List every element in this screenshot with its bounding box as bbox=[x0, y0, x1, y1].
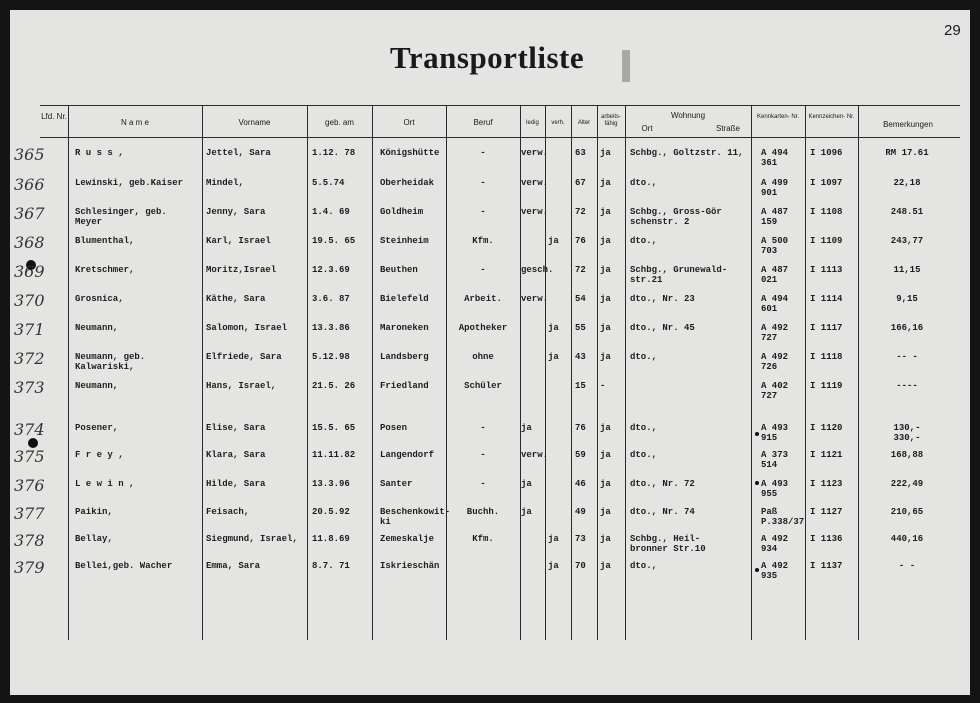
header-verh: verh. bbox=[551, 120, 565, 126]
ledig-cell: ja bbox=[521, 479, 532, 489]
verh-cell: ja bbox=[548, 561, 559, 571]
wohnung-cell: Schbg., Gross-Gör schenstr. 2 bbox=[630, 207, 722, 227]
page-number: 29 bbox=[944, 22, 961, 39]
kennkarten-nr-cell: A 492 726 bbox=[761, 352, 789, 372]
kennkarten-nr-cell: A 487 021 bbox=[761, 265, 789, 285]
bemerkungen-cell: -- - bbox=[896, 352, 918, 362]
arbeitsfaehig-cell: ja bbox=[600, 294, 611, 304]
row-number-handwritten: 373 bbox=[14, 378, 45, 397]
vorname-cell: Moritz,Israel bbox=[206, 265, 277, 275]
bemerkungen-cell: 210,65 bbox=[890, 507, 924, 517]
name-cell: Bellei,geb. Wacher bbox=[75, 561, 173, 571]
verh-cell: ja bbox=[548, 236, 559, 246]
ort-cell: Oberheidak bbox=[380, 178, 435, 188]
row-number-handwritten: 369 bbox=[14, 262, 45, 281]
header-lfd-nr: Lfd. Nr. bbox=[41, 112, 67, 121]
vorname-cell: Siegmund, Israel, bbox=[206, 534, 298, 544]
column-divider bbox=[446, 105, 447, 640]
column-divider bbox=[571, 105, 572, 640]
ledig-cell: verw. bbox=[521, 178, 549, 188]
header-wohnung-ort: Ort bbox=[641, 124, 653, 133]
table-top-rule bbox=[40, 105, 960, 106]
wohnung-cell: Schbg., Grunewald- str.21 bbox=[630, 265, 728, 285]
geb-am-cell: 21.5. 26 bbox=[312, 381, 356, 391]
kennkarten-nr-cell: A 499 901 bbox=[761, 178, 789, 198]
roman-numeral-mark bbox=[622, 50, 630, 82]
vorname-cell: Hilde, Sara bbox=[206, 479, 266, 489]
header-kennzeichen-nr: Kennzeichen- Nr. bbox=[808, 114, 855, 120]
geb-am-cell: 12.3.69 bbox=[312, 265, 350, 275]
geb-am-cell: 3.6. 87 bbox=[312, 294, 350, 304]
ort-cell: Iskrieschän bbox=[380, 561, 440, 571]
row-number-handwritten: 378 bbox=[14, 531, 45, 550]
arbeitsfaehig-cell: ja bbox=[600, 352, 611, 362]
wohnung-cell: dto., Nr. 23 bbox=[630, 294, 695, 304]
kennzeichen-nr-cell: I 1117 bbox=[810, 323, 843, 333]
ort-cell: Zemeskalje bbox=[380, 534, 435, 544]
geb-am-cell: 13.3.96 bbox=[312, 479, 350, 489]
geb-am-cell: 15.5. 65 bbox=[312, 423, 356, 433]
alter-cell: 43 bbox=[575, 352, 586, 362]
row-number-handwritten: 376 bbox=[14, 476, 45, 495]
arbeitsfaehig-cell: ja bbox=[600, 534, 611, 544]
column-divider bbox=[625, 105, 626, 640]
kennkarten-nr-cell: A 494 601 bbox=[761, 294, 789, 314]
bemerkungen-cell: 9,15 bbox=[896, 294, 918, 304]
bemerkungen-cell: - - bbox=[898, 561, 916, 571]
vorname-cell: Karl, Israel bbox=[206, 236, 271, 246]
kennzeichen-nr-cell: I 1121 bbox=[810, 450, 843, 460]
row-number-handwritten: 374 bbox=[14, 420, 45, 439]
arbeitsfaehig-cell: ja bbox=[600, 561, 611, 571]
beruf-cell: - bbox=[480, 450, 486, 460]
bemerkungen-cell: 11,15 bbox=[893, 265, 921, 275]
ledig-cell: ja bbox=[521, 507, 532, 517]
kennkarten-nr-cell: A 373 514 bbox=[761, 450, 789, 470]
name-cell: Neumann, geb. Kalwariski, bbox=[75, 352, 146, 372]
row-number-handwritten: 377 bbox=[14, 504, 45, 523]
arbeitsfaehig-cell: ja bbox=[600, 148, 611, 158]
name-cell: R u s s , bbox=[75, 148, 124, 158]
ort-cell: Landsberg bbox=[380, 352, 429, 362]
header-ledig: ledig bbox=[526, 120, 539, 126]
vorname-cell: Klara, Sara bbox=[206, 450, 266, 460]
name-cell: F r e y , bbox=[75, 450, 124, 460]
name-cell: Neumann, bbox=[75, 323, 119, 333]
geb-am-cell: 5.5.74 bbox=[312, 178, 345, 188]
ledig-cell: verw. bbox=[521, 294, 549, 304]
bemerkungen-cell: 243,77 bbox=[890, 236, 924, 246]
column-divider bbox=[372, 105, 373, 640]
ort-cell: Maroneken bbox=[380, 323, 429, 333]
arbeitsfaehig-cell: ja bbox=[600, 479, 611, 489]
geb-am-cell: 13.3.86 bbox=[312, 323, 350, 333]
document-title: Transportliste bbox=[390, 40, 585, 75]
name-cell: Bellay, bbox=[75, 534, 113, 544]
kennzeichen-nr-cell: I 1108 bbox=[810, 207, 843, 217]
geb-am-cell: 1.12. 78 bbox=[312, 148, 356, 158]
kennzeichen-nr-cell: I 1136 bbox=[810, 534, 843, 544]
name-cell: Posener, bbox=[75, 423, 119, 433]
beruf-cell: ohne bbox=[472, 352, 494, 362]
row-number-handwritten: 365 bbox=[14, 145, 45, 164]
alter-cell: 63 bbox=[575, 148, 586, 158]
kennkarten-nr-cell: A 494 361 bbox=[761, 148, 789, 168]
kennkarten-nr-cell: A 493 915 bbox=[761, 423, 789, 443]
beruf-cell: Schüler bbox=[464, 381, 502, 391]
alter-cell: 76 bbox=[575, 236, 586, 246]
alter-cell: 54 bbox=[575, 294, 586, 304]
kennkarten-nr-cell: Paß P.338/37 bbox=[761, 507, 805, 527]
geb-am-cell: 19.5. 65 bbox=[312, 236, 356, 246]
row-number-handwritten: 379 bbox=[14, 558, 45, 577]
bemerkungen-cell: 168,88 bbox=[890, 450, 924, 460]
ledig-cell: verw. bbox=[521, 148, 549, 158]
ort-cell: Langendorf bbox=[380, 450, 435, 460]
kennzeichen-nr-cell: I 1120 bbox=[810, 423, 843, 433]
alter-cell: 55 bbox=[575, 323, 586, 333]
arbeitsfaehig-cell: ja bbox=[600, 323, 611, 333]
alter-cell: 15 bbox=[575, 381, 586, 391]
ort-cell: Steinheim bbox=[380, 236, 429, 246]
verh-cell: ja bbox=[548, 534, 559, 544]
beruf-cell: - bbox=[480, 479, 486, 489]
kennkarten-nr-cell: A 493 955 bbox=[761, 479, 789, 499]
ort-cell: Goldheim bbox=[380, 207, 424, 217]
kennzeichen-nr-cell: I 1113 bbox=[810, 265, 843, 275]
wohnung-cell: dto., bbox=[630, 178, 658, 188]
arbeitsfaehig-cell: ja bbox=[600, 507, 611, 517]
wohnung-cell: dto., bbox=[630, 450, 658, 460]
arbeitsfaehig-cell: ja bbox=[600, 178, 611, 188]
wohnung-cell: Schbg., Goltzstr. 11, bbox=[630, 148, 744, 158]
beruf-cell: Kfm. bbox=[472, 534, 494, 544]
row-number-handwritten: 370 bbox=[14, 291, 45, 310]
wohnung-cell: dto., bbox=[630, 236, 658, 246]
kennkarten-nr-cell: A 492 934 bbox=[761, 534, 789, 554]
vorname-cell: Käthe, Sara bbox=[206, 294, 266, 304]
arbeitsfaehig-cell: ja bbox=[600, 236, 611, 246]
beruf-cell: - bbox=[480, 178, 486, 188]
beruf-cell: Arbeit. bbox=[464, 294, 502, 304]
bemerkungen-cell: 130,- 330,- bbox=[893, 423, 921, 443]
header-geb-am: geb. am bbox=[325, 118, 354, 127]
kennzeichen-nr-cell: I 1096 bbox=[810, 148, 843, 158]
header-beruf: Beruf bbox=[473, 118, 493, 127]
column-divider bbox=[307, 105, 308, 640]
row-number-handwritten: 375 bbox=[14, 447, 45, 466]
verh-cell: ja bbox=[548, 352, 559, 362]
vorname-cell: Elise, Sara bbox=[206, 423, 266, 433]
column-divider bbox=[805, 105, 806, 640]
geb-am-cell: 5.12.98 bbox=[312, 352, 350, 362]
vorname-cell: Elfriede, Sara bbox=[206, 352, 282, 362]
arbeitsfaehig-cell: ja bbox=[600, 207, 611, 217]
kennzeichen-nr-cell: I 1114 bbox=[810, 294, 843, 304]
kennzeichen-nr-cell: I 1127 bbox=[810, 507, 843, 517]
header-wohnung-strasse: Straße bbox=[715, 124, 740, 133]
arbeitsfaehig-cell: ja bbox=[600, 265, 611, 275]
kennkarten-nr-cell: A 492 935 bbox=[761, 561, 789, 581]
ort-cell: Königshütte bbox=[380, 148, 440, 158]
beruf-cell: Kfm. bbox=[472, 236, 494, 246]
alter-cell: 49 bbox=[575, 507, 586, 517]
row-number-handwritten: 367 bbox=[14, 204, 45, 223]
arbeitsfaehig-cell: - bbox=[600, 381, 606, 391]
alter-cell: 67 bbox=[575, 178, 586, 188]
alter-cell: 59 bbox=[575, 450, 586, 460]
bemerkungen-cell: ---- bbox=[896, 381, 918, 391]
wohnung-cell: dto., bbox=[630, 352, 658, 362]
arbeitsfaehig-cell: ja bbox=[600, 450, 611, 460]
ink-dot-mark bbox=[755, 432, 759, 436]
kennkarten-nr-cell: A 492 727 bbox=[761, 323, 789, 343]
bemerkungen-cell: RM 17.61 bbox=[885, 148, 929, 158]
header-wohnung: Wohnung bbox=[670, 111, 706, 120]
vorname-cell: Feisach, bbox=[206, 507, 250, 517]
alter-cell: 72 bbox=[575, 265, 586, 275]
vorname-cell: Mindel, bbox=[206, 178, 244, 188]
bemerkungen-cell: 166,16 bbox=[890, 323, 924, 333]
ort-cell: Bielefeld bbox=[380, 294, 429, 304]
name-cell: Paikin, bbox=[75, 507, 113, 517]
beruf-cell: - bbox=[480, 265, 486, 275]
kennkarten-nr-cell: A 402 727 bbox=[761, 381, 789, 401]
column-divider bbox=[858, 105, 859, 640]
name-cell: Kretschmer, bbox=[75, 265, 135, 275]
bemerkungen-cell: 22,18 bbox=[893, 178, 921, 188]
name-cell: Grosnica, bbox=[75, 294, 124, 304]
ort-cell: Beuthen bbox=[380, 265, 418, 275]
wohnung-cell: dto., Nr. 72 bbox=[630, 479, 695, 489]
name-cell: L e w i n , bbox=[75, 479, 135, 489]
header-alter: Alter bbox=[577, 120, 591, 126]
verh-cell: ja bbox=[548, 323, 559, 333]
wohnung-cell: dto., Nr. 74 bbox=[630, 507, 695, 517]
beruf-cell: - bbox=[480, 148, 486, 158]
name-cell: Schlesinger, geb. Meyer bbox=[75, 207, 167, 227]
bemerkungen-cell: 440,16 bbox=[890, 534, 924, 544]
ink-dot-mark bbox=[755, 568, 759, 572]
kennzeichen-nr-cell: I 1097 bbox=[810, 178, 843, 188]
ledig-cell: verw. bbox=[521, 207, 549, 217]
transport-list-sheet bbox=[10, 10, 970, 695]
beruf-cell: Apotheker bbox=[458, 323, 508, 333]
row-number-handwritten: 372 bbox=[14, 349, 45, 368]
alter-cell: 72 bbox=[575, 207, 586, 217]
ort-cell: Posen bbox=[380, 423, 408, 433]
header-bottom-rule bbox=[40, 137, 960, 138]
geb-am-cell: 20.5.92 bbox=[312, 507, 350, 517]
geb-am-cell: 8.7. 71 bbox=[312, 561, 350, 571]
ledig-cell: verw. bbox=[521, 450, 549, 460]
column-divider bbox=[68, 105, 69, 640]
column-divider bbox=[597, 105, 598, 640]
wohnung-cell: dto., bbox=[630, 561, 658, 571]
row-number-handwritten: 371 bbox=[14, 320, 45, 339]
vorname-cell: Jettel, Sara bbox=[206, 148, 271, 158]
geb-am-cell: 11.8.69 bbox=[312, 534, 350, 544]
beruf-cell: Buchh. bbox=[466, 507, 500, 517]
vorname-cell: Salomon, Israel bbox=[206, 323, 288, 333]
row-number-handwritten: 368 bbox=[14, 233, 45, 252]
beruf-cell: - bbox=[480, 423, 486, 433]
header-bemerkungen: Bemerkungen bbox=[883, 120, 933, 129]
name-cell: Lewinski, geb.Kaiser bbox=[75, 178, 184, 188]
ort-cell: Friedland bbox=[380, 381, 429, 391]
header-name: N a m e bbox=[120, 118, 149, 127]
name-cell: Neumann, bbox=[75, 381, 119, 391]
kennzeichen-nr-cell: I 1109 bbox=[810, 236, 843, 246]
name-cell: Blumenthal, bbox=[75, 236, 135, 246]
header-kennkarten-nr: Kennkarten- Nr. bbox=[756, 114, 800, 120]
header-vorname: Vorname bbox=[238, 118, 271, 127]
geb-am-cell: 1.4. 69 bbox=[312, 207, 350, 217]
header-arbeitsfaehig: arbeits-fähig bbox=[600, 114, 621, 127]
kennzeichen-nr-cell: I 1137 bbox=[810, 561, 843, 571]
ledig-cell: gesch. bbox=[521, 265, 554, 275]
kennkarten-nr-cell: A 500 703 bbox=[761, 236, 789, 256]
wohnung-cell: Schbg., Heil- bronner Str.10 bbox=[630, 534, 706, 554]
bemerkungen-cell: 222,49 bbox=[890, 479, 924, 489]
ink-dot-mark bbox=[755, 481, 759, 485]
column-divider bbox=[202, 105, 203, 640]
ort-cell: Santer bbox=[380, 479, 413, 489]
column-divider bbox=[751, 105, 752, 640]
geb-am-cell: 11.11.82 bbox=[312, 450, 356, 460]
ort-cell: Beschenkowit- ki bbox=[380, 507, 451, 527]
alter-cell: 70 bbox=[575, 561, 586, 571]
alter-cell: 46 bbox=[575, 479, 586, 489]
kennzeichen-nr-cell: I 1118 bbox=[810, 352, 843, 362]
kennzeichen-nr-cell: I 1123 bbox=[810, 479, 843, 489]
wohnung-cell: dto., Nr. 45 bbox=[630, 323, 695, 333]
kennkarten-nr-cell: A 487 159 bbox=[761, 207, 789, 227]
header-ort: Ort bbox=[403, 118, 415, 127]
alter-cell: 76 bbox=[575, 423, 586, 433]
alter-cell: 73 bbox=[575, 534, 586, 544]
kennzeichen-nr-cell: I 1119 bbox=[810, 381, 843, 391]
arbeitsfaehig-cell: ja bbox=[600, 423, 611, 433]
wohnung-cell: dto., bbox=[630, 423, 658, 433]
vorname-cell: Hans, Israel, bbox=[206, 381, 277, 391]
row-number-handwritten: 366 bbox=[14, 175, 45, 194]
bemerkungen-cell: 248.51 bbox=[890, 207, 924, 217]
vorname-cell: Jenny, Sara bbox=[206, 207, 266, 217]
vorname-cell: Emma, Sara bbox=[206, 561, 261, 571]
beruf-cell: - bbox=[480, 207, 486, 217]
ledig-cell: ja bbox=[521, 423, 532, 433]
